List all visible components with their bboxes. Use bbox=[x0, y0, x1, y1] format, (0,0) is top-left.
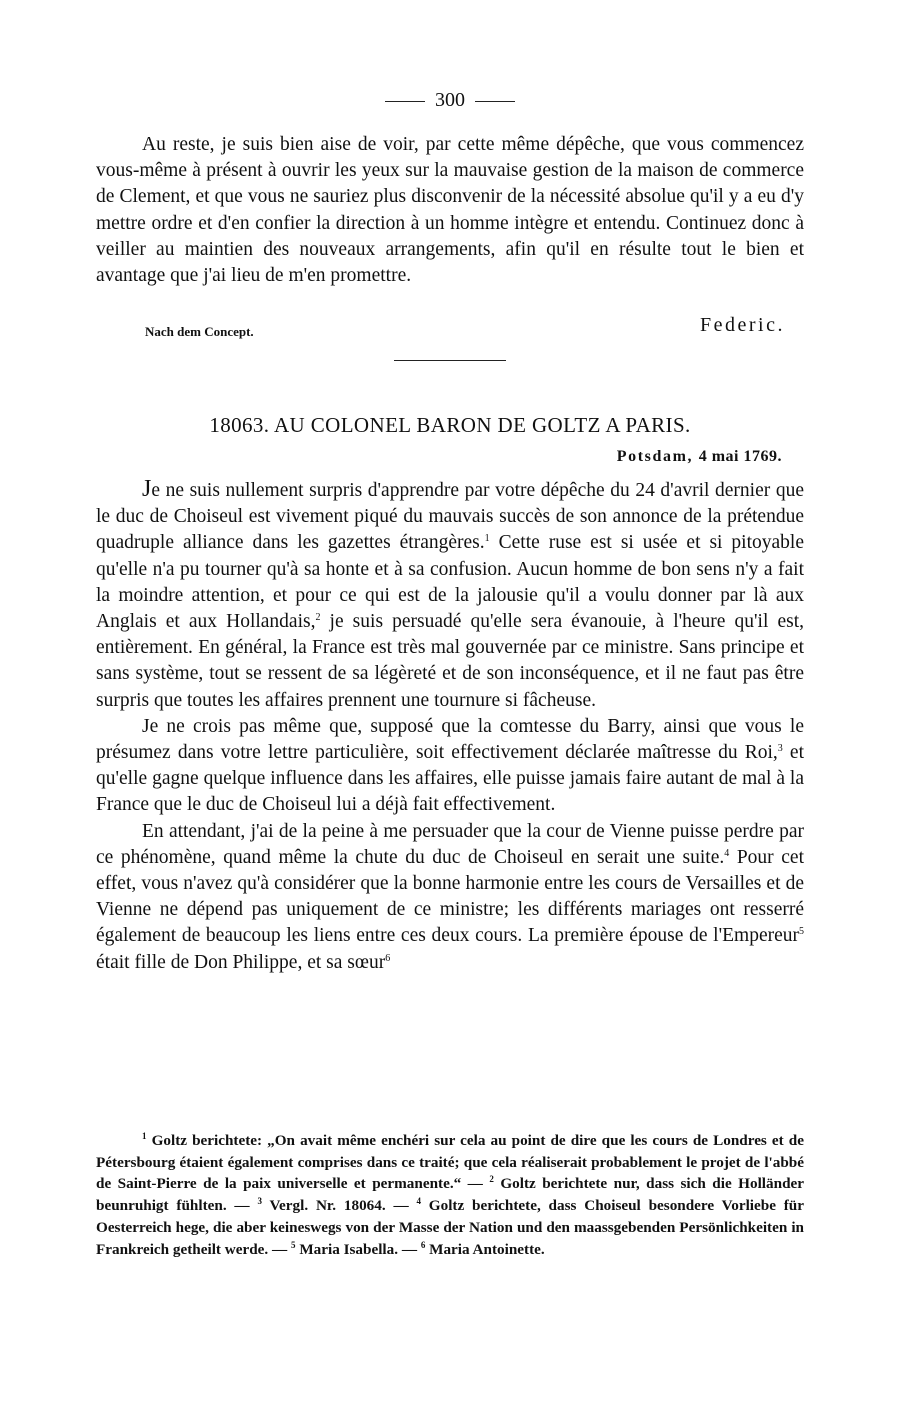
letter-place: Potsdam, bbox=[616, 448, 694, 465]
section-separator bbox=[394, 360, 506, 361]
body-p3-text-c: était fille de Don Philippe, et sa sœur bbox=[96, 951, 386, 973]
footnote-4-number: 4 bbox=[416, 1196, 421, 1207]
footnote-3-number: 3 bbox=[257, 1196, 262, 1207]
body-paragraph-2 bbox=[96, 714, 804, 819]
footnote-ref-3: 3 bbox=[777, 743, 783, 755]
footnote-ref-4: 4 bbox=[724, 847, 730, 859]
footnote-5-number: 5 bbox=[291, 1239, 296, 1250]
intro-paragraph: Au reste, je suis bien aise de voir, par cette même dépêche, que vous commencez vous-même à présent à ouvrir les yeux sur la mauvaise gestion de la maison de commerce de Clement, et que vous ne sauriez plus disconvenir de la nécessité absolue qu'il y a eu d'y mettre ordre et d'en confier la direction à un homme intègre et entendu. Continuez donc à veiller au maintien des nouveaux arrangements, afin qu'il en résulte tout le bien et avantage que j'ai lieu de m'en promettre. bbox=[96, 134, 804, 287]
letter-date: 4 mai 1769. bbox=[698, 448, 782, 465]
body-p1-text-c: je suis persuadé qu'elle sera évanouie, à l'heure qu'il est, entièrement. En général, la France est très mal gouvernée par ce ministre. Sans principe et sans système, tout se ressent de sa légèreté et de son inconséquence, et il ne faut pas être surpris que toutes les affaires prennent une tournure si fâcheuse. bbox=[96, 611, 804, 711]
initial-letter: J bbox=[142, 476, 152, 502]
footnotes bbox=[96, 1130, 804, 1260]
footnote-2-text: Goltz berichtete nur, dass sich die Holländer beunruhigt fühlten. — bbox=[96, 1175, 804, 1215]
letter-heading: 18063. AU COLONEL BARON DE GOLTZ A PARIS. bbox=[209, 413, 691, 437]
body-p1-text-a: e ne suis nullement surpris d'apprendre par votre dépêche du 24 d'avril dernier que le duc de Choiseul est vivement piqué du mauvais succès de son annonce de la prétendue quadruple alliance dans les gazettes étrangères. bbox=[96, 480, 804, 554]
footnote-paragraph bbox=[96, 1130, 804, 1260]
body-paragraph-3 bbox=[96, 819, 804, 976]
page-number bbox=[0, 88, 900, 112]
body-p1-text-b: Cette ruse est si usée et si pitoyable qu'elle n'a pu tourner qu'à sa honte et à sa confusion. Aucun homme de bon sens n'y a fait la moindre attention, et pour ce qui est de la jalousie qu'il a voulu donner par là aux Anglais et aux Hollandais, bbox=[96, 532, 804, 633]
closing-row bbox=[145, 314, 785, 342]
page-number-right-rule bbox=[475, 101, 515, 102]
footnote-ref-6: 6 bbox=[385, 952, 391, 964]
footnote-6-text: Maria Antoinette. bbox=[425, 1240, 545, 1258]
footnote-ref-5: 5 bbox=[799, 926, 804, 938]
footnote-2-number: 2 bbox=[489, 1174, 494, 1185]
footnote-ref-2: 2 bbox=[315, 612, 321, 624]
footnote-ref-1: 1 bbox=[484, 533, 490, 545]
source-note: Nach dem Concept. bbox=[145, 324, 254, 339]
body-paragraph-1 bbox=[96, 476, 804, 714]
body-p3-text-a: En attendant, j'ai de la peine à me persuader que la cour de Vienne puisse perdre par ce phénomène, quand même la chute du duc de Choiseul en serait une suite. bbox=[96, 820, 804, 868]
footnote-3-text: Vergl. Nr. 18064. — bbox=[261, 1197, 417, 1215]
intro-block bbox=[96, 132, 804, 289]
letter-body bbox=[96, 476, 804, 976]
signature: Federic. bbox=[700, 314, 785, 336]
page-number-text: 300 bbox=[435, 89, 465, 111]
page-number-left-rule bbox=[385, 101, 425, 102]
footnote-1-number: 1 bbox=[142, 1131, 147, 1141]
body-p3-text-b: Pour cet effet, vous n'avez qu'à considérer que la bonne harmonie entre les cours de Versailles et de Vienne ne dépend pas uniquement de ce ministre; les différents mariages ont resserré également de beaucoup les liens entre ces deux cours. La première épouse de l'Empereur bbox=[96, 846, 804, 947]
footnote-1-text: Goltz berichtete: „On avait même enchéri sur cela au point de dire que les cours de Londres et de Pétersbourg étaient également comprises dans ce traité; que cela réaliserait probablement le projet de l'abbé de Saint-Pierre de la paix universelle et permanente.“ — bbox=[96, 1132, 804, 1193]
footnote-5-text: Maria Isabella. — bbox=[295, 1240, 421, 1258]
footnote-6-number: 6 bbox=[420, 1239, 426, 1250]
body-p2-text-a: Je ne crois pas même que, supposé que la comtesse du Barry, ainsi que vous le présumez dans votre lettre particulière, soit effectivement déclarée maîtresse du Roi, bbox=[96, 715, 804, 764]
footnote-4-text: Goltz berichtete, dass Choiseul besondere Vorliebe für Oesterreich hege, die aber keineswegs von der Masse der Nation und den maassgebenden Persönlichkeiten in Frankreich getheilt werde. — bbox=[96, 1197, 804, 1258]
body-p2-text-b: et qu'elle gagne quelque influence dans les affaires, elle puisse jamais faire autant de mal à la France que le duc de Choiseul lui a déjà fait effectivement. bbox=[96, 742, 804, 816]
place-date bbox=[617, 448, 782, 466]
